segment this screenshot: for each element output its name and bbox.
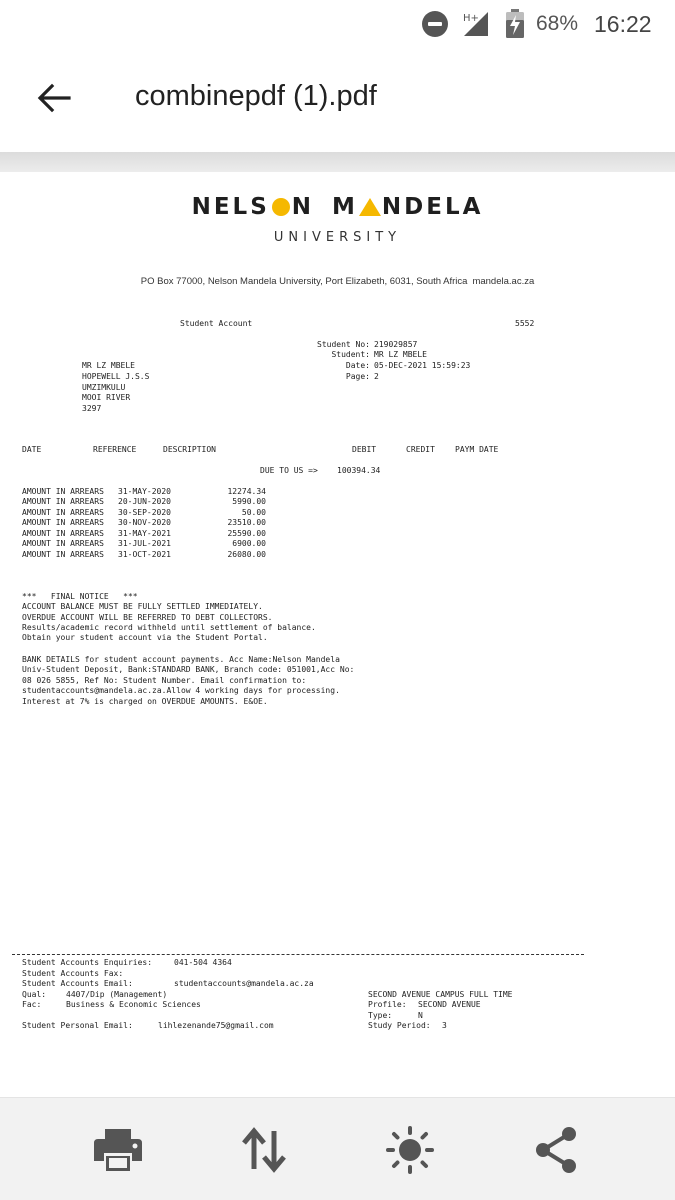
share-icon [531, 1125, 581, 1175]
meta-label: Student: [331, 350, 370, 359]
print-button[interactable] [90, 1122, 146, 1178]
recipient-line: MOOI RIVER [82, 393, 131, 402]
print-icon [92, 1127, 144, 1173]
network-type: H+ [463, 13, 479, 24]
account-code: 5552 [515, 319, 535, 328]
bottom-toolbar [0, 1097, 675, 1200]
due-label: DUE TO US => [260, 466, 318, 475]
do-not-disturb-icon [422, 0, 448, 48]
column-header-credit: CREDIT [406, 445, 435, 454]
status-bar [0, 0, 675, 48]
due-amount: 100394.34 [337, 466, 381, 475]
brightness-button[interactable] [382, 1122, 438, 1178]
triangle-icon [359, 198, 381, 216]
column-header-description: DESCRIPTION [163, 445, 216, 454]
footer-rule [12, 954, 584, 955]
meta-label: Date: [345, 361, 370, 370]
column-header-date: DATE [22, 445, 42, 454]
meta-label: Student No: [317, 340, 370, 349]
brightness-icon [385, 1125, 435, 1175]
signal-icon [462, 0, 490, 48]
share-button[interactable] [528, 1122, 584, 1178]
postal-address: PO Box 77000, Nelson Mandela University, Port Elizabeth, 6031, South Africa mandela.ac.za [140, 276, 535, 287]
meta-value: MR LZ MBELE [374, 350, 427, 359]
previous-page-edge [0, 140, 675, 152]
account-title: Student Account [180, 319, 253, 328]
arrow-left-icon [37, 83, 71, 113]
swap-vertical-icon [239, 1125, 289, 1175]
scroll-direction-button[interactable] [236, 1122, 292, 1178]
battery-charging-icon [505, 0, 525, 48]
recipient-line: UMZIMKULU [82, 383, 126, 392]
page-separator [0, 152, 675, 172]
recipient-line: MR LZ MBELE [82, 361, 135, 370]
clock: 16:22 [594, 10, 652, 37]
back-button[interactable] [28, 72, 80, 124]
university-logo: NELS N M NDELA UNIVERSITY [0, 194, 675, 245]
recipient-line: 3297 [82, 404, 102, 413]
recipient-line: HOPEWELL J.S.S [82, 372, 150, 381]
battery-percent: 68% [536, 12, 579, 35]
file-title: combinepdf (1).pdf [135, 80, 377, 112]
meta-value: 219029857 [374, 340, 418, 349]
app-bar [0, 48, 675, 148]
column-header-reference: REFERENCE [93, 445, 137, 454]
logo-subtitle: UNIVERSITY [273, 230, 402, 245]
column-header-paym-date: PAYM DATE [455, 445, 499, 454]
sun-icon [272, 198, 290, 216]
meta-value: 2 [374, 372, 379, 381]
meta-value: 05-DEC-2021 15:59:23 [374, 361, 471, 370]
pdf-page[interactable]: NELS N M NDELA UNIVERSITY PO Box 77000, Nelson Mandela University, Port Elizabeth, 6031, South Africa mandela.ac.za Student Account 5552 Student No: 219029857 Student: MR LZ MBELE Date: 05-DEC-2021 15:59:23 Page: 2 MR LZ MBELE HOPEWELL J.S.S UMZIMKULU MOOI RIVER 3297 DATE REFERENCE DESCRIPTION DEBIT CREDIT PAYM DATE DUE TO US => 100394.34 AMOUNT IN ARREARS 31-MAY-2020 12274.34 AMOUNT IN ARREARS 20-JUN-2020 5990.00 AMOUNT IN ARREARS 30-SEP-2020 50.00 AMOUNT IN ARREARS 30-NOV-2020 23510.00 AMOUNT IN ARREARS 31-MAY-2021 25590.00 AMOUNT IN ARREARS 31-JUL-2021 6900.00 AMOUNT IN ARREARS 31-OCT-2021 26080.00 *** FINAL NOTICE *** ACCOUNT BALANCE MUST BE FULLY SETTLED IMMEDIATELY. OVERDUE ACCOUNT WILL BE REFERRED TO DEBT COLLECTORS. Results/academic record withheld until settlement of balance. Obtain your student account via the Student Portal. BANK DETAILS for student account payments. Acc Name:Nelson Mandela Univ-Student Deposit, Bank:STANDARD BANK, Branch code: 051001,Acc No: 08 026 5855, Ref No: Student Number. Email confirmation to: studentaccounts@mandela.ac.za.Allow 4 working days for processing. Interest at 7% is charged on OVERDUE AMOUNTS. E&OE. Student Accounts Enquiries: 041-504 4364 Student Accounts Fax: Student Accounts Email: studentaccounts@mandela.ac.za Qual: 4407/Dip (Management) Fac: Business & Economic Sciences Student Personal Email: lihlezenande75@gmail.com SECOND AVENUE CAMPUS FULL TIME Profile: SECOND AVENUE Type: N Study Period: 3 [0, 172, 675, 1097]
column-header-debit: DEBIT [352, 445, 377, 454]
meta-label: Page: [345, 372, 370, 381]
